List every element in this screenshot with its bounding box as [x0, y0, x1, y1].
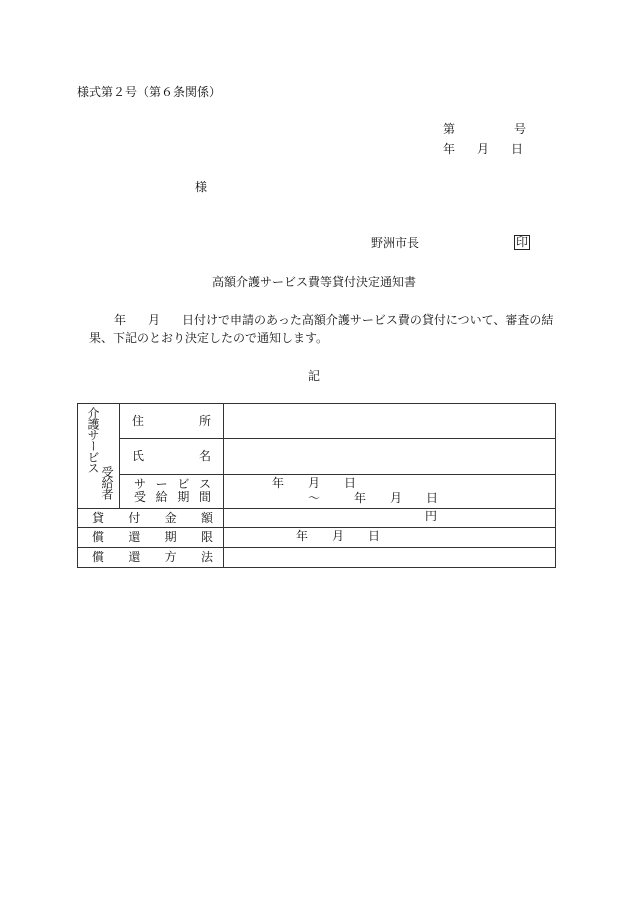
svc-l1-3: ス — [198, 477, 211, 492]
recipient-category-cell — [78, 404, 120, 509]
address-label — [120, 404, 224, 439]
deadline-l1: 還 — [128, 530, 141, 544]
address-label-b: 所 — [198, 413, 211, 428]
name-label-a: 氏 — [132, 448, 145, 463]
document-title: 高額介護サービス費等貸付決定通知書 — [212, 275, 417, 289]
document-number — [443, 122, 526, 136]
body-month: 月 — [148, 313, 161, 327]
address-row — [78, 404, 556, 439]
issue-day: 日 — [511, 142, 524, 156]
body-line-2: 果、下記のとおり決定したので通知します。 — [89, 331, 329, 345]
body-year: 年 — [114, 313, 127, 327]
name-value[interactable] — [224, 439, 556, 474]
svc-month: 月 — [308, 475, 321, 490]
doc-no-suffix: 号 — [514, 122, 527, 136]
category-sub-label: 受給者 — [100, 466, 114, 499]
loan-l2: 金 — [164, 510, 177, 525]
service-period-label — [120, 474, 224, 508]
method-l2: 方 — [164, 550, 177, 564]
name-label — [120, 439, 224, 474]
deadline-day: 日 — [368, 529, 381, 543]
issue-date — [443, 142, 523, 156]
svc-year2: 年 — [354, 490, 367, 505]
addressee-suffix: 様 — [195, 180, 208, 194]
svc-day: 日 — [344, 475, 357, 490]
deadline-year: 年 — [296, 529, 309, 543]
svc-day2: 日 — [426, 490, 439, 505]
address-label-a: 住 — [132, 413, 145, 428]
loan-amount-value[interactable] — [224, 509, 556, 528]
issue-month: 月 — [477, 142, 490, 156]
address-value[interactable] — [224, 404, 556, 439]
repay-deadline-label — [78, 528, 224, 548]
body-line-1 — [114, 313, 553, 327]
repay-method-label — [78, 548, 224, 568]
deadline-l0: 償 — [92, 530, 105, 544]
issuer-seal — [514, 235, 530, 250]
issuer-name: 野洲市長 — [371, 236, 420, 250]
name-row — [78, 439, 556, 474]
svc-l1-1: ー — [155, 477, 168, 492]
loan-amount-label — [78, 509, 224, 528]
deadline-l2: 期 — [164, 530, 177, 544]
category-top-label: 介護サービス — [86, 407, 100, 473]
service-period-value[interactable] — [224, 474, 556, 508]
loan-l3: 額 — [200, 510, 213, 525]
service-period-row — [78, 474, 556, 508]
loan-l1: 付 — [128, 510, 141, 525]
svc-tilde: ～ — [308, 490, 321, 505]
deadline-month: 月 — [332, 529, 345, 543]
svc-l1-2: ビ — [177, 477, 190, 492]
method-l3: 法 — [200, 550, 213, 564]
method-l0: 償 — [92, 550, 105, 564]
svc-l2-0: 受 — [134, 490, 147, 505]
svc-l1-0: サ — [134, 477, 147, 492]
svc-l2-3: 間 — [198, 490, 211, 505]
repay-deadline-value[interactable] — [224, 528, 556, 548]
svc-l2-2: 期 — [177, 490, 190, 505]
svc-month2: 月 — [390, 490, 403, 505]
repay-method-row — [78, 548, 556, 568]
details-table — [77, 403, 556, 568]
loan-l0: 貸 — [92, 510, 105, 525]
repay-method-value[interactable] — [224, 548, 556, 568]
body-line1-text: 日付けで申請のあった高額介護サービス費の貸付について、審査の結 — [182, 313, 554, 327]
repay-deadline-row — [78, 528, 556, 548]
issue-year: 年 — [443, 142, 456, 156]
svc-year: 年 — [272, 475, 285, 490]
method-l1: 還 — [128, 550, 141, 564]
loan-amount-row — [78, 509, 556, 528]
seal-mark: 印 — [516, 235, 529, 249]
deadline-l3: 限 — [200, 530, 213, 544]
doc-no-prefix: 第 — [443, 122, 456, 136]
yen-unit: 円 — [425, 509, 438, 523]
ki-heading: 記 — [308, 369, 321, 383]
name-label-b: 名 — [198, 448, 211, 463]
svc-l2-1: 給 — [155, 490, 168, 505]
form-number: 様式第２号（第６条関係） — [77, 85, 222, 99]
